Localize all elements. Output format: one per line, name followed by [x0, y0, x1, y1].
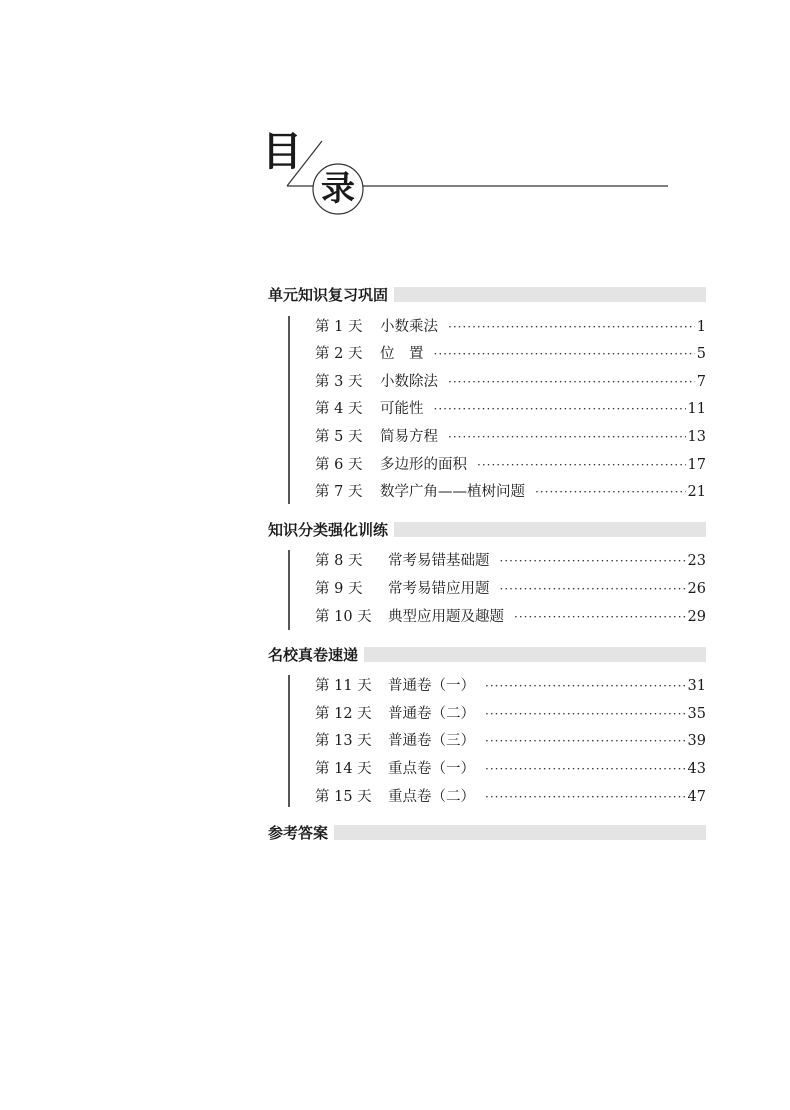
entry-list-rule: [288, 550, 290, 630]
toc-entry[interactable]: [315, 579, 706, 599]
entry-day: 第 7 天: [315, 484, 363, 500]
entry-page: 1: [696, 319, 706, 335]
entry-topic: 重点卷（一）: [388, 761, 475, 777]
entry-day: 第 10 天: [315, 609, 372, 625]
entry-page: 17: [687, 457, 706, 473]
entry-topic: 简易方程: [380, 429, 438, 445]
entry-page: 47: [687, 789, 706, 805]
entry-topic: 普通卷（三）: [388, 733, 475, 749]
toc-entry-list: [288, 675, 706, 807]
entry-topic: 典型应用题及趣题: [388, 609, 504, 625]
toc-entry[interactable]: [315, 344, 706, 364]
dot-leader: [500, 551, 686, 571]
dot-leader: [477, 455, 686, 475]
dot-leader: [485, 704, 686, 724]
entry-topic: 多边形的面积: [380, 457, 467, 473]
entry-page: 35: [687, 706, 706, 722]
entry-day: 第 1 天: [315, 319, 363, 335]
toc-entry[interactable]: [315, 704, 706, 724]
entry-day: 第 2 天: [315, 346, 363, 362]
toc-title-char-1: 目: [262, 128, 302, 175]
entry-topic: 位 置: [380, 346, 424, 362]
toc-section-heading: [268, 646, 706, 664]
entry-page: 7: [696, 374, 706, 390]
entry-topic: 普通卷（一）: [388, 678, 475, 694]
entry-page: 39: [687, 733, 706, 749]
entry-page: 29: [687, 609, 706, 625]
entry-page: 23: [687, 553, 706, 569]
dot-leader: [434, 399, 686, 419]
entry-day: 第 3 天: [315, 374, 363, 390]
toc-entry[interactable]: [315, 372, 706, 392]
toc-entry[interactable]: [315, 607, 706, 627]
dot-leader: [514, 607, 686, 627]
entry-topic: 数学广角——植树问题: [380, 484, 525, 500]
entry-topic: 可能性: [380, 401, 424, 417]
toc-entry[interactable]: [315, 731, 706, 751]
section-title: 参考答案: [268, 824, 334, 842]
dot-leader: [434, 344, 695, 364]
entry-list-rule: [288, 675, 290, 807]
toc-entry[interactable]: [315, 317, 706, 337]
entry-topic: 常考易错基础题: [388, 553, 490, 569]
entry-topic: 小数除法: [380, 374, 438, 390]
entry-day: 第 11 天: [315, 678, 372, 694]
title-decoration: [0, 0, 790, 260]
toc-entry[interactable]: [315, 482, 706, 502]
toc-entry[interactable]: [315, 787, 706, 807]
entry-topic: 小数乘法: [380, 319, 438, 335]
entry-list-rule: [288, 316, 290, 504]
toc-entry[interactable]: [315, 399, 706, 419]
entry-page: 21: [687, 484, 706, 500]
entry-day: 第 9 天: [315, 581, 363, 597]
dot-leader: [448, 317, 695, 337]
entry-day: 第 6 天: [315, 457, 363, 473]
toc-section-heading: [268, 521, 706, 539]
entry-page: 31: [687, 678, 706, 694]
toc-entry[interactable]: [315, 551, 706, 571]
entry-day: 第 14 天: [315, 761, 372, 777]
toc-section-heading: [268, 824, 706, 842]
entry-day: 第 5 天: [315, 429, 363, 445]
dot-leader: [535, 482, 686, 502]
entry-day: 第 12 天: [315, 706, 372, 722]
toc-entry-list: [288, 316, 706, 504]
toc-entry-list: [288, 550, 706, 630]
entry-day: 第 8 天: [315, 553, 363, 569]
entry-page: 43: [687, 761, 706, 777]
entry-page: 11: [687, 401, 706, 417]
entry-topic: 普通卷（二）: [388, 706, 475, 722]
entry-topic: 常考易错应用题: [388, 581, 490, 597]
entry-day: 第 15 天: [315, 789, 372, 805]
toc-title-char-2: 录: [321, 169, 355, 209]
entry-page: 26: [687, 581, 706, 597]
entry-topic: 重点卷（二）: [388, 789, 475, 805]
toc-section-heading: [268, 286, 706, 304]
dot-leader: [485, 731, 686, 751]
dot-leader: [485, 787, 686, 807]
section-title: 知识分类强化训练: [268, 521, 394, 539]
toc-entry[interactable]: [315, 676, 706, 696]
entry-page: 5: [696, 346, 706, 362]
entry-day: 第 13 天: [315, 733, 372, 749]
toc-entry[interactable]: [315, 427, 706, 447]
toc-entry[interactable]: [315, 759, 706, 779]
dot-leader: [485, 676, 686, 696]
entry-page: 13: [687, 429, 706, 445]
section-title: 名校真卷速递: [268, 646, 364, 664]
dot-leader: [448, 372, 695, 392]
dot-leader: [485, 759, 686, 779]
toc-entry[interactable]: [315, 455, 706, 475]
entry-day: 第 4 天: [315, 401, 363, 417]
dot-leader: [500, 579, 686, 599]
section-title: 单元知识复习巩固: [268, 286, 394, 304]
dot-leader: [448, 427, 686, 447]
